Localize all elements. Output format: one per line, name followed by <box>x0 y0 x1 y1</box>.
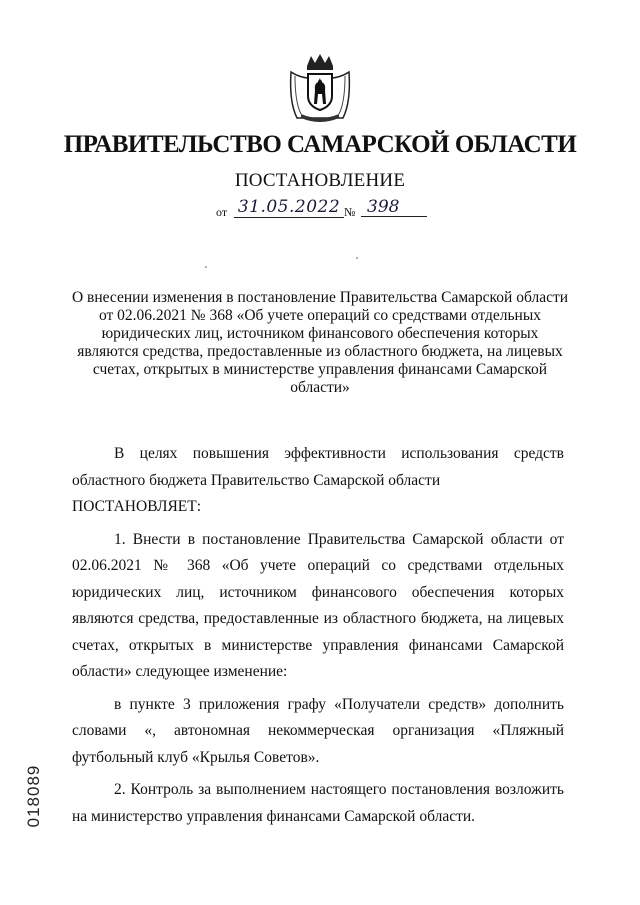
side-serial-number <box>19 764 49 828</box>
side-serial-text: 018089 <box>24 764 43 828</box>
number-prefix: № <box>344 205 356 219</box>
samara-coat-of-arms-icon <box>287 52 353 124</box>
document-subject: О внесении изменения в постановление Правительства Самарской области от 02.06.2021 № 368 «Об учете операций со средствами отдельных юридических лиц, источником финансового обеспечения которых являются средства, предоставленные из областного бюджета, на лицевых счетах, открытых в министерстве управления финансами Самарской области» <box>71 289 569 396</box>
date-prefix: от <box>216 205 228 219</box>
item-1-change-paragraph: в пункте 3 приложения графу «Получатели средств» дополнить словами «, автономная некоммерческая организация «Пляжный футбольный клуб «Крылья Советов». <box>72 695 564 766</box>
scan-speck <box>205 266 207 268</box>
document-type: ПОСТАНОВЛЕНИЕ <box>234 170 406 191</box>
date-number-line <box>216 199 428 221</box>
intro-paragraph: В целях повышения эффективности использования средств областного бюджета Правительство Самарской области <box>72 445 564 489</box>
document-number: 398 <box>361 197 427 217</box>
document-date: 31.05.2022 <box>234 197 344 218</box>
scan-speck <box>356 257 358 259</box>
document-body <box>72 441 564 830</box>
item-2-paragraph: 2. Контроль за выполнением настоящего постановления возложить на министерство управления финансами Самарской области. <box>72 781 564 825</box>
government-title: ПРАВИТЕЛЬСТВО САМАРСКОЙ ОБЛАСТИ <box>63 131 577 158</box>
resolves-paragraph: ПОСТАНОВЛЯЕТ: <box>72 498 202 515</box>
item-1-paragraph: 1. Внести в постановление Правительства Самарской области от 02.06.2021 № 368 «Об учете операций со средствами отдельных юридических лиц, источником финансового обеспечения которых являются средства, предоставленные из областного бюджета, на лицевых счетах, открытых в министерстве управления финансами Самарской области» следующее изменение: <box>72 530 564 680</box>
